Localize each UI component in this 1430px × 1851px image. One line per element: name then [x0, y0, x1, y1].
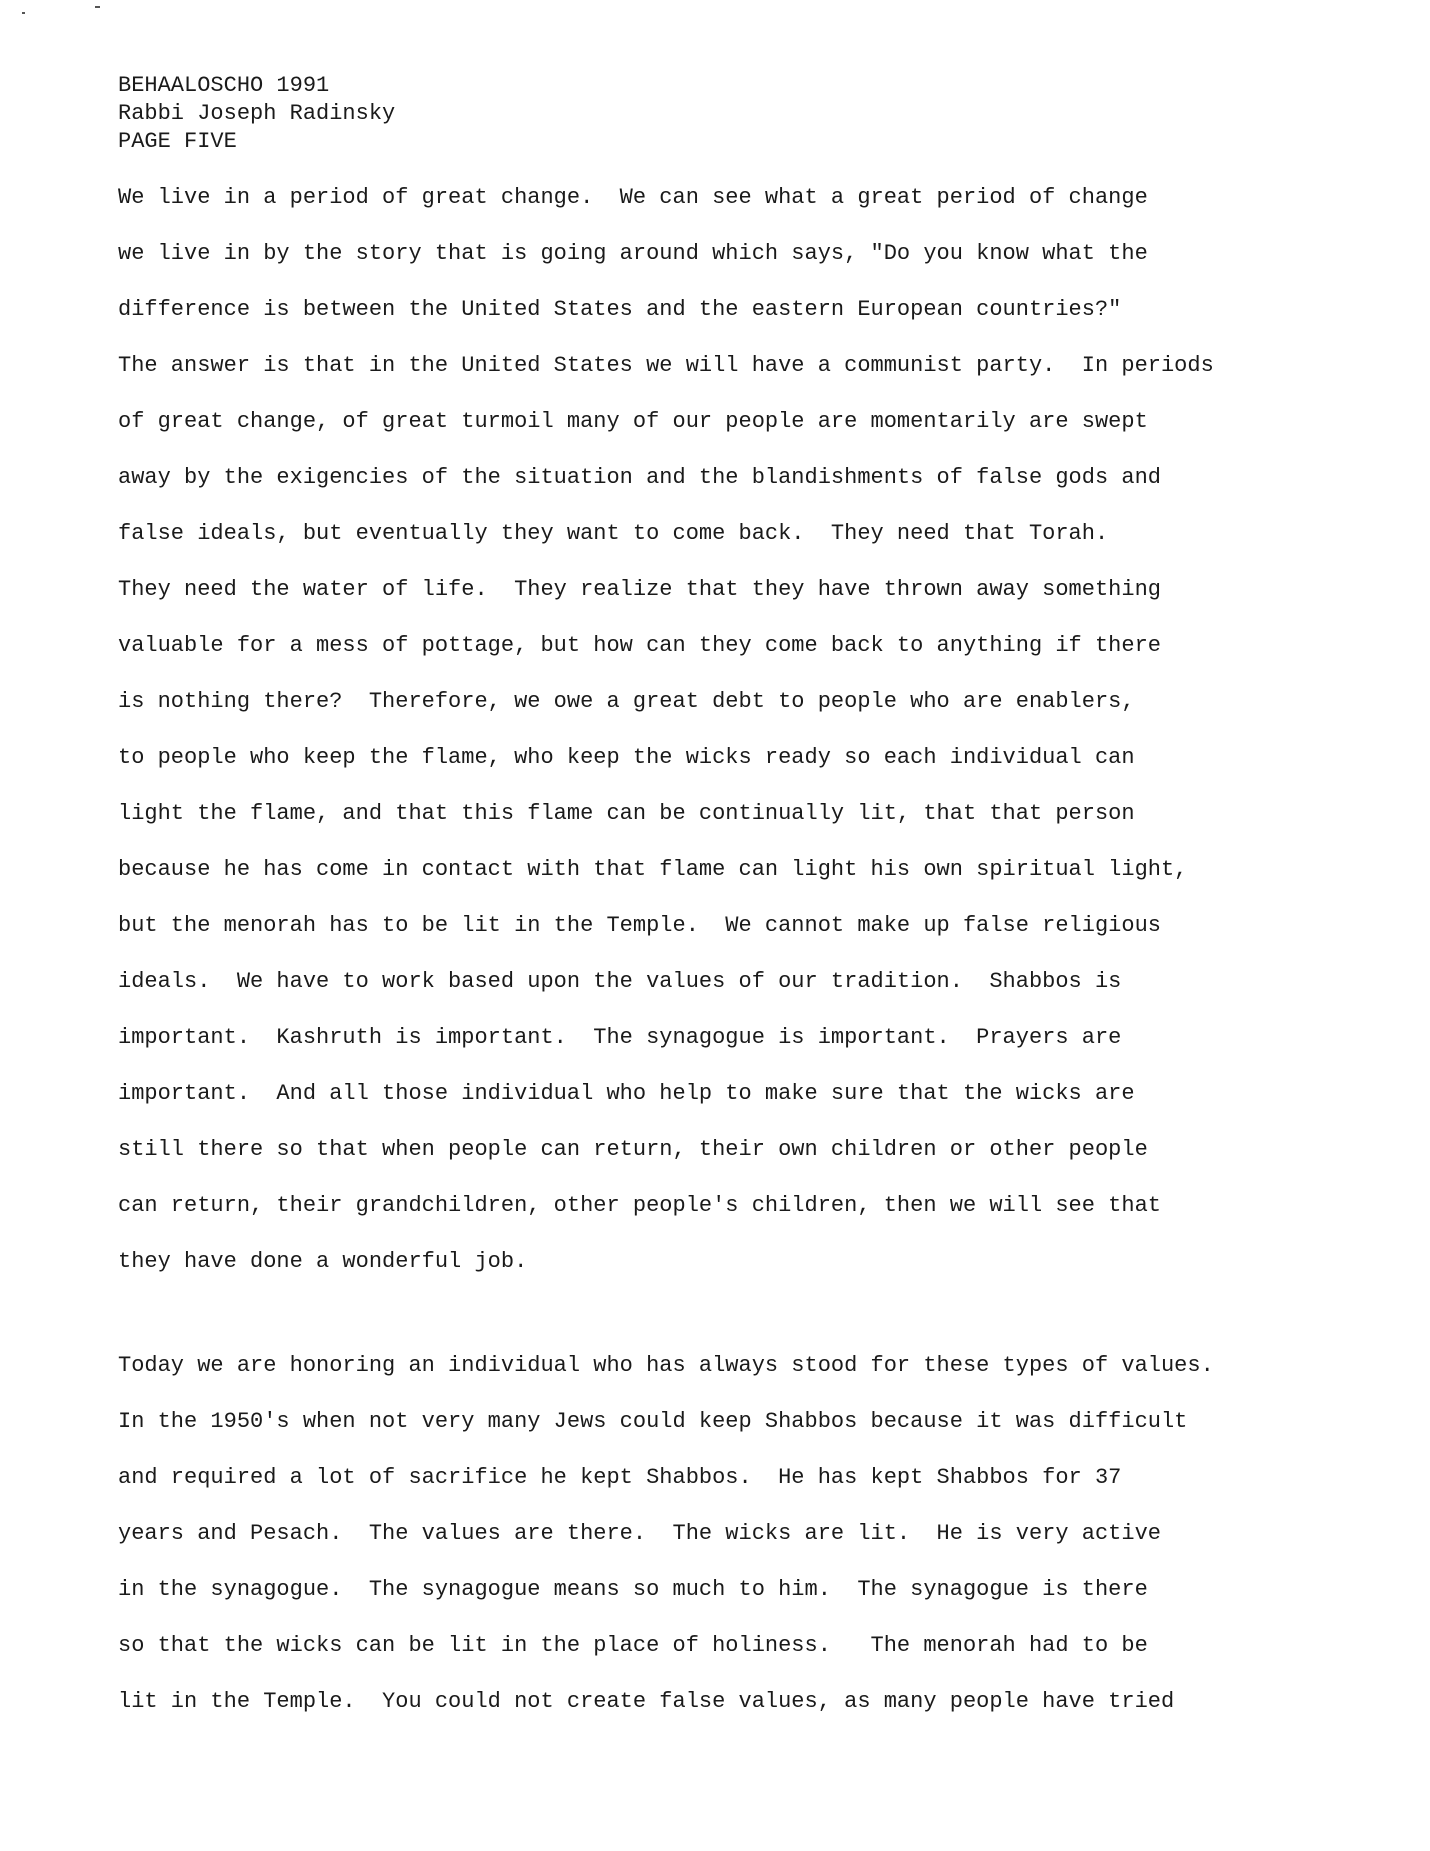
- text-line: In the 1950's when not very many Jews could keep Shabbos because it was difficult: [118, 1409, 1188, 1434]
- header-author: Rabbi Joseph Radinsky: [118, 101, 396, 126]
- text-line: They need the water of life. They realize that they have thrown away something: [118, 577, 1161, 602]
- text-line: Today we are honoring an individual who has always stood for these types of values.: [118, 1353, 1214, 1378]
- text-line: valuable for a mess of pottage, but how can they come back to anything if there: [118, 633, 1161, 658]
- text-line: they have done a wonderful job.: [118, 1249, 528, 1274]
- paragraph-1: [118, 170, 1214, 1290]
- text-line: but the menorah has to be lit in the Temple. We cannot make up false religious: [118, 913, 1161, 938]
- text-line: false ideals, but eventually they want to come back. They need that Torah.: [118, 521, 1109, 546]
- scan-mark-right: [95, 6, 100, 8]
- text-line: of great change, of great turmoil many of our people are momentarily are swept: [118, 409, 1148, 434]
- text-line: so that the wicks can be lit in the place of holiness. The menorah had to be: [118, 1633, 1148, 1658]
- text-line: away by the exigencies of the situation and the blandishments of false gods and: [118, 465, 1161, 490]
- text-line: still there so that when people can return, their own children or other people: [118, 1137, 1148, 1162]
- text-line: light the flame, and that this flame can be continually lit, that that person: [118, 801, 1135, 826]
- header-title: BEHAALOSCHO 1991: [118, 73, 330, 98]
- text-line: in the synagogue. The synagogue means so much to him. The synagogue is there: [118, 1577, 1148, 1602]
- text-line: We live in a period of great change. We can see what a great period of change: [118, 185, 1148, 210]
- header-page-label: PAGE FIVE: [118, 129, 237, 154]
- text-line: because he has come in contact with that flame can light his own spiritual light,: [118, 857, 1188, 882]
- text-line: we live in by the story that is going around which says, "Do you know what the: [118, 241, 1148, 266]
- text-line: important. Kashruth is important. The synagogue is important. Prayers are: [118, 1025, 1122, 1050]
- text-line: The answer is that in the United States we will have a communist party. In periods: [118, 353, 1214, 378]
- paragraph-2: [118, 1338, 1214, 1730]
- text-line: lit in the Temple. You could not create false values, as many people have tried: [118, 1689, 1175, 1714]
- text-line: can return, their grandchildren, other people's children, then we will see that: [118, 1193, 1161, 1218]
- document-header: [118, 72, 395, 156]
- text-line: years and Pesach. The values are there. The wicks are lit. He is very active: [118, 1521, 1161, 1546]
- scan-mark-left: [22, 12, 25, 14]
- text-line: difference is between the United States and the eastern European countries?": [118, 297, 1122, 322]
- text-line: is nothing there? Therefore, we owe a great debt to people who are enablers,: [118, 689, 1135, 714]
- text-line: important. And all those individual who help to make sure that the wicks are: [118, 1081, 1135, 1106]
- text-line: ideals. We have to work based upon the values of our tradition. Shabbos is: [118, 969, 1122, 994]
- text-line: to people who keep the flame, who keep the wicks ready so each individual can: [118, 745, 1135, 770]
- text-line: and required a lot of sacrifice he kept Shabbos. He has kept Shabbos for 37: [118, 1465, 1122, 1490]
